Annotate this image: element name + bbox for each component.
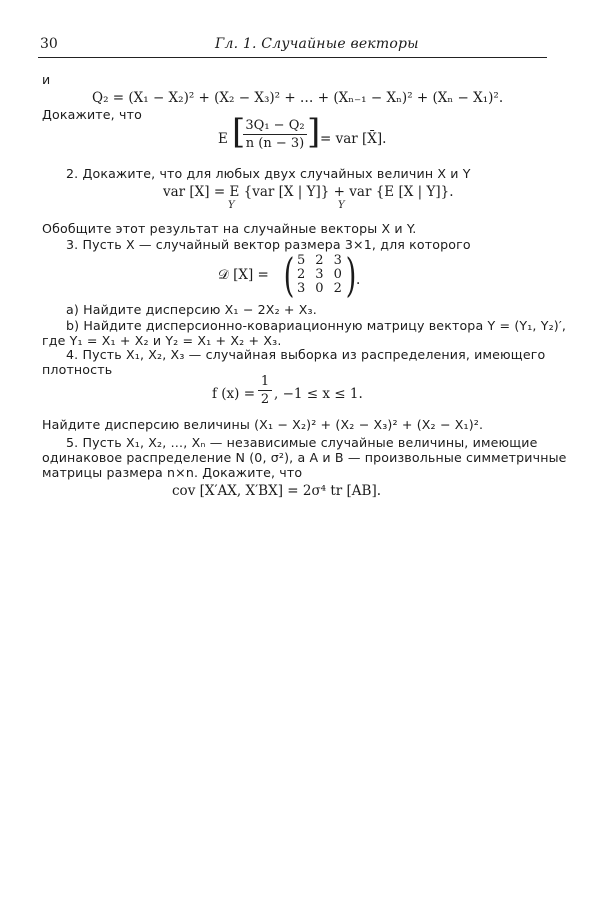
header-rule	[38, 57, 547, 58]
running-title: Гл. 1. Случайные векторы	[215, 36, 419, 52]
density-lhs: f (x) =	[212, 386, 256, 402]
density-numerator: 1	[260, 374, 270, 389]
item-5-line-1: 5. Пусть X₁, X₂, …, Xₙ — независимые случайные величины, имеющие	[66, 435, 538, 450]
right-bracket: ]	[307, 112, 321, 152]
matrix-row	[292, 282, 347, 296]
density-denominator: 2	[260, 392, 270, 407]
item-3b: b) Найдите дисперсионно-ковариационную матрицу вектора Y = (Y₁, Y₂)′,	[66, 318, 566, 333]
var-formula: var [X] = E {var [X | Y]} + var {E [X | Y]}.	[163, 184, 454, 200]
item-3a: а) Найдите дисперсию X₁ − 2X₂ + X₃.	[66, 302, 317, 317]
matrix-cell: 2	[333, 281, 342, 296]
and-word: и	[42, 72, 51, 87]
matrix-cell: 3	[333, 253, 342, 268]
cov-formula: cov [X′AX, X′BX] = 2σ⁴ tr [AB].	[172, 483, 382, 499]
matrix-cell: 0	[315, 281, 324, 296]
var-subscript-y1: Y	[228, 200, 235, 211]
item-5-line-3: матрицы размера n×n. Докажите, что	[42, 465, 303, 480]
e-fraction-numerator: 3Q₁ − Q₂	[245, 118, 305, 133]
prove-that-1: Докажите, что	[42, 107, 142, 122]
density-rhs: , −1 ≤ x ≤ 1.	[274, 386, 363, 402]
matrix-row	[292, 254, 347, 268]
item-3-text: 3. Пусть X — случайный вектор размера 3×1, для которого	[66, 237, 471, 252]
generalize-text: Обобщите этот результат на случайные векторы X и Y.	[42, 221, 417, 236]
item-2-text: 2. Докажите, что для любых двух случайных величин X и Y	[66, 166, 471, 181]
dispersion-matrix	[292, 254, 347, 296]
matrix-cell: 2	[315, 253, 324, 268]
item-5-line-2: одинаковое распределение N (0, σ²), а A и B — произвольные симметричные	[42, 450, 567, 465]
item-4-find: Найдите дисперсию величины (X₁ − X₂)² + (X₂ − X₃)² + (X₂ − X₁)².	[42, 417, 484, 432]
e-fraction	[243, 118, 307, 151]
var-subscript-y2: Y	[338, 200, 345, 211]
e-rhs: = var [X̄].	[320, 131, 387, 147]
matrix-left-paren: (	[283, 248, 295, 302]
page-number: 30	[40, 36, 58, 52]
matrix-row	[292, 268, 347, 282]
matrix-cell: 0	[333, 267, 342, 282]
matrix-cell: 2	[297, 267, 306, 282]
matrix-cell: 5	[297, 253, 306, 268]
left-bracket: [	[232, 112, 246, 152]
dispersion-label: 𝒟 [X] =	[218, 267, 269, 283]
item-3b-continued: где Y₁ = X₁ + X₂ и Y₂ = X₁ + X₂ + X₃.	[42, 333, 282, 348]
matrix-end: .	[356, 272, 361, 288]
matrix-right-paren: )	[345, 248, 357, 302]
item-4-line-1: 4. Пусть X₁, X₂, X₃ — случайная выборка из распределения, имеющего	[66, 347, 546, 362]
e-fraction-denominator: n (n − 3)	[245, 136, 305, 151]
expectation-label: E	[218, 131, 228, 147]
matrix-cell: 3	[315, 267, 324, 282]
density-fraction	[258, 374, 272, 407]
matrix-cell: 3	[297, 281, 306, 296]
item-4-line-2: плотность	[42, 362, 113, 377]
q2-formula: Q₂ = (X₁ − X₂)² + (X₂ − X₃)² + … + (Xₙ₋₁ − Xₙ)² + (Xₙ − X₁)².	[92, 90, 504, 106]
